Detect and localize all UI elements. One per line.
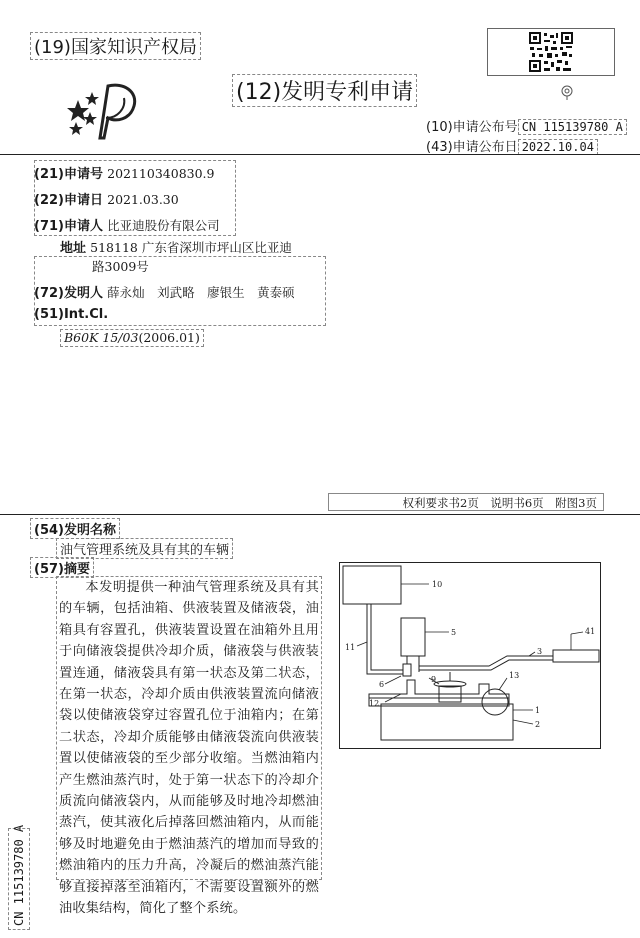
figure-label-12: 12 [369, 699, 380, 708]
figure-label-10: 10 [432, 580, 443, 589]
invention-title: 油气管理系统及具有其的车辆 [56, 538, 233, 559]
title-label-box [30, 518, 120, 539]
header-divider [0, 154, 640, 155]
address-row [60, 237, 292, 256]
intcl-classification [60, 329, 204, 347]
intcl-row [34, 307, 108, 322]
figure-label-41: 41 [585, 627, 596, 636]
figure-label-5: 5 [451, 628, 457, 637]
document-type: (12)发明专利申请 [232, 74, 417, 107]
publication-date: 2022.10.04 [518, 139, 598, 155]
side-publication-number-box [8, 824, 30, 930]
figure-label-13: 13 [509, 671, 520, 680]
abstract-divider [0, 514, 640, 515]
publication-date-row [426, 136, 598, 155]
publication-number-label: (10)申请公布号 [426, 120, 518, 135]
inventors: 薛永灿 刘武略 廖银生 黄泰硕 [107, 285, 295, 300]
office-name: (19)国家知识产权局 [30, 32, 201, 60]
figure-label-3: 3 [537, 647, 543, 656]
application-number: 202110340830.9 [107, 166, 215, 181]
abstract-text: 本发明提供一种油气管理系统及具有其的车辆，包括油箱、供液装置及储液袋，油箱具有容置孔，供液装置设置在油箱外且用于向储液袋提供冷却介质，储液袋与供液装置连通，储液袋具有第一状态及第二状态，在第一状态，冷却介质由供液装置流向储液袋以使储液袋穿过容置孔位于油箱内；在第二状态，冷却介质能够由储液袋流向供液装置以使储液袋的至少部分收缩。当燃油箱内产生燃油蒸汽时，处于第一状态下的冷却介质流向储液袋内，从而能够及时地冷却燃油蒸汽，使其液化后掉落回燃油箱内，从而能够及时地避免由于燃油蒸汽的增加而导致的燃油箱内的压力升高，冷凝后的燃油蒸汽能够直接掉落至油箱内，不需要设置额外的燃油收集结构，简化了整个系统。 [59, 580, 319, 917]
inventors-label: (72)发明人 [34, 286, 103, 301]
qr-code-icon [528, 31, 574, 73]
intcl-label: (51)Int.Cl. [34, 307, 109, 322]
address-label: 地址 [60, 241, 87, 256]
publication-number: CN 115139780 A [518, 119, 627, 135]
application-date-row [34, 189, 179, 208]
address-line-2: 路3009号 [92, 259, 149, 274]
pages-info: 权利要求书2页 说明书6页 附图3页 [328, 493, 604, 511]
title-label: (54)发明名称 [34, 523, 116, 538]
publication-date-label: (43)申请公布日 [426, 140, 518, 155]
applicant-label: (71)申请人 [34, 219, 103, 234]
address-line-1: 518118 广东省深圳市坪山区比亚迪 [90, 240, 292, 255]
application-date: 2021.03.30 [107, 192, 179, 207]
figure-label-2: 2 [535, 720, 541, 729]
cnipa-logo-icon [64, 78, 144, 140]
figure-label-6: 6 [379, 680, 385, 689]
barcode-marker-icon [560, 84, 574, 100]
abstract-text-box [56, 576, 322, 917]
applicant: 比亚迪股份有限公司 [107, 218, 220, 233]
figure-label-1: 1 [535, 706, 541, 715]
side-publication-number: CN 115139780 A [12, 824, 26, 926]
applicant-row [34, 215, 220, 234]
publication-number-row [426, 116, 627, 135]
inventors-row [34, 282, 295, 301]
application-number-label: (21)申请号 [34, 167, 103, 182]
figure-label-11: 11 [345, 643, 356, 652]
abstract-label-box [30, 557, 94, 578]
figure-label-9: 9 [431, 675, 437, 684]
intcl-version: (2006.01) [138, 330, 200, 345]
qr-code-frame [487, 28, 615, 76]
intcl-code: B60K 15/03 [64, 330, 139, 345]
abstract-label: (57)摘要 [34, 562, 90, 577]
representative-figure [339, 562, 601, 749]
application-date-label: (22)申请日 [34, 193, 103, 208]
application-number-row [34, 163, 215, 182]
